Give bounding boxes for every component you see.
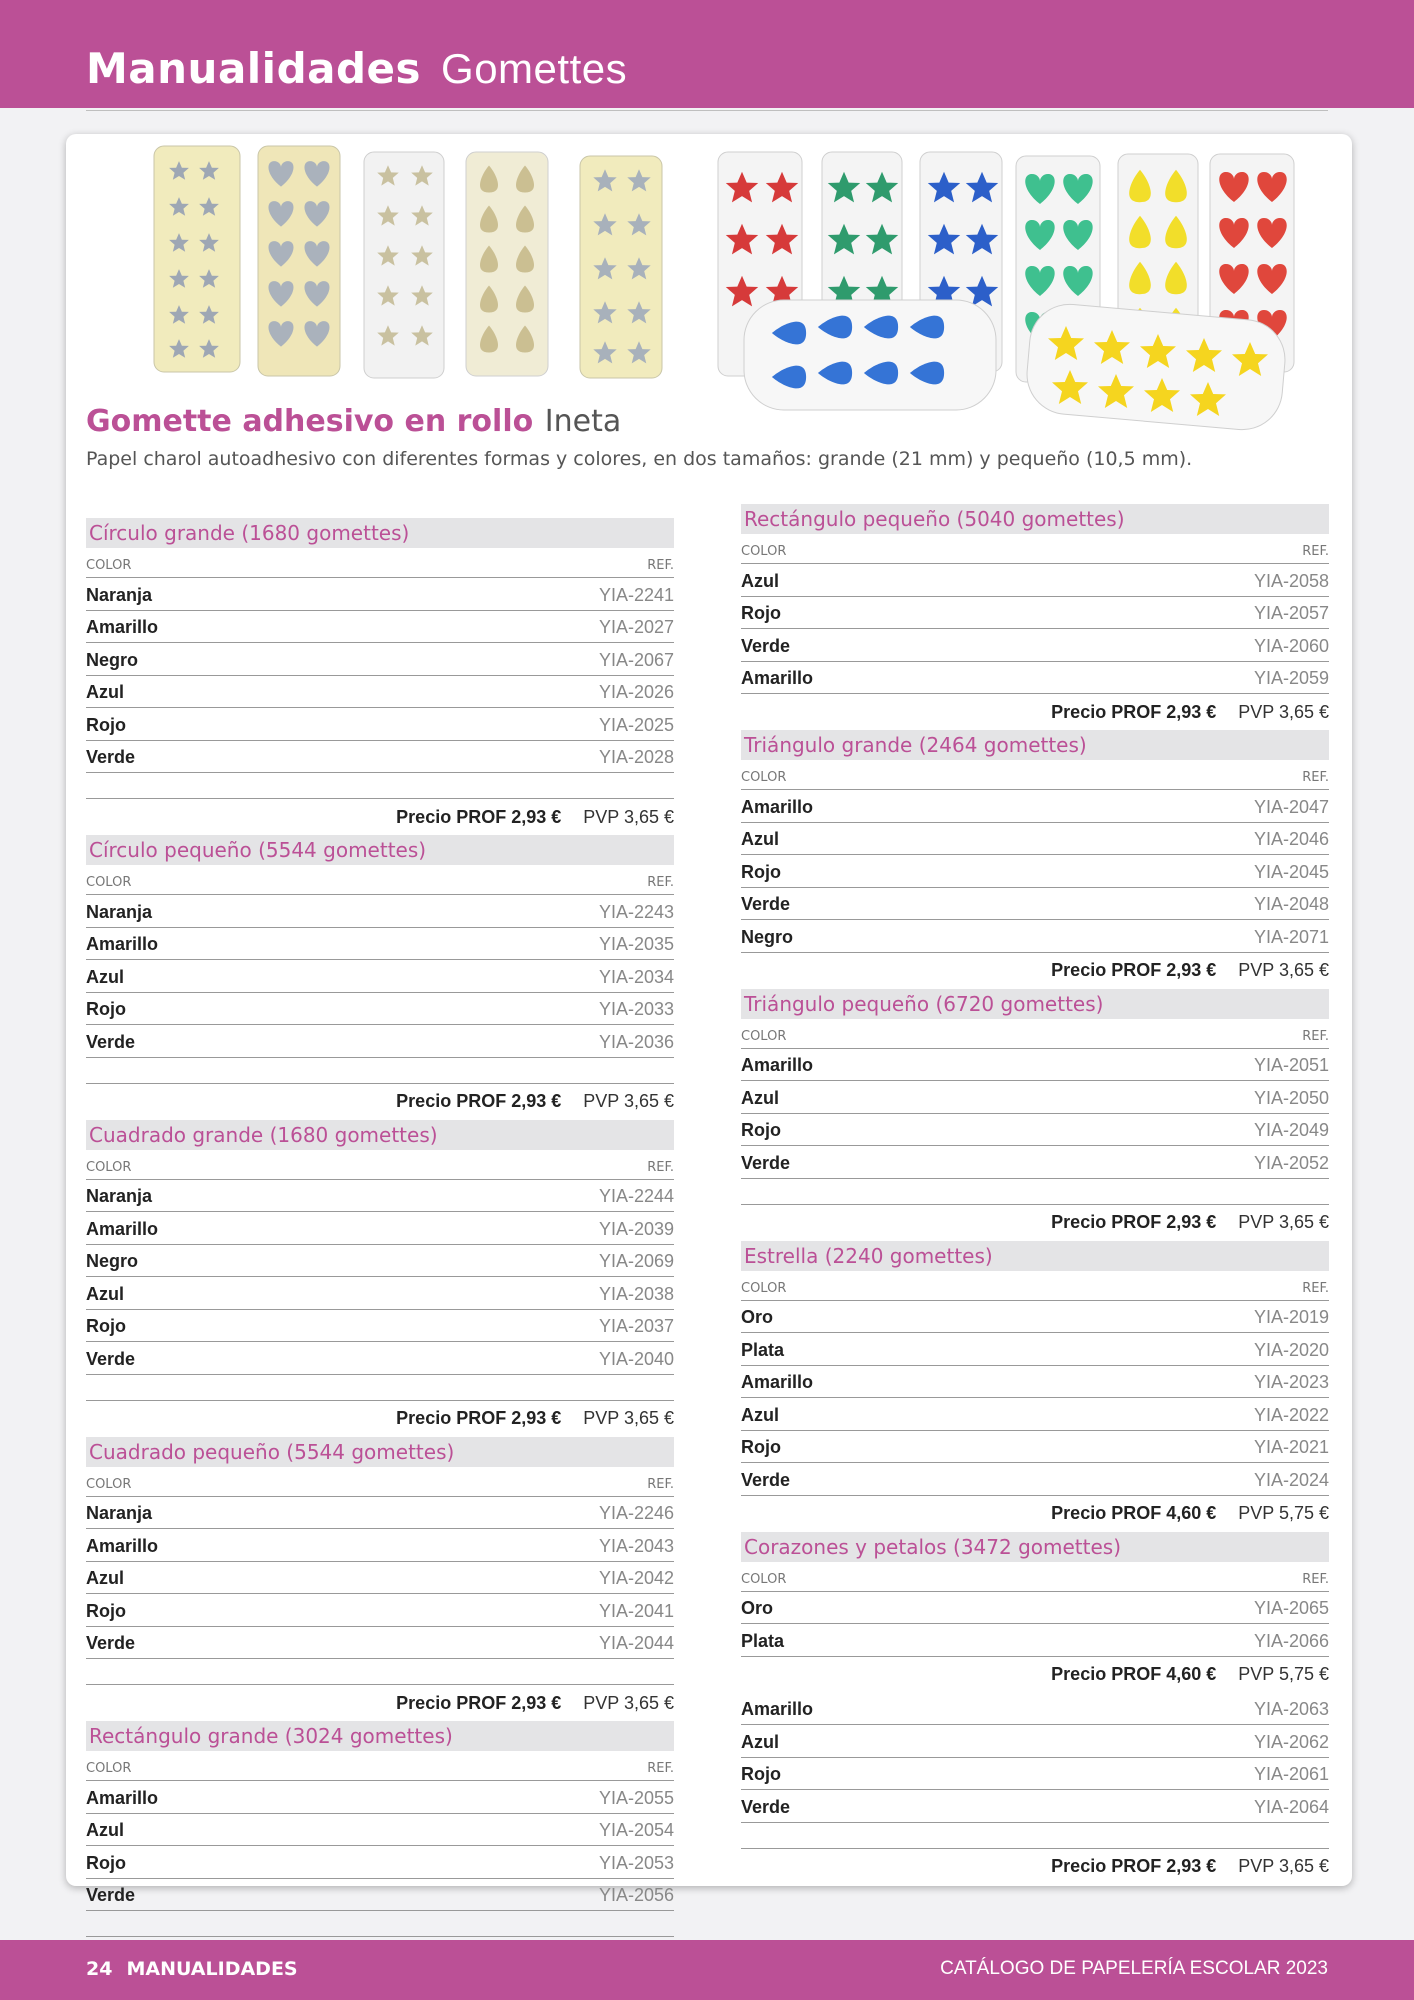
- ref-column-label: REF.: [1302, 1571, 1329, 1587]
- silver-gold-rolls: [154, 146, 662, 378]
- reference-code: YIA-2052: [1253, 1152, 1329, 1173]
- table-row: [86, 708, 674, 741]
- table-column-header: [86, 548, 674, 578]
- table-row: [741, 1758, 1329, 1791]
- ref-column-label: REF.: [1302, 544, 1329, 559]
- reference-code: YIA-2055: [598, 1787, 674, 1808]
- section-title: Rectángulo pequeño (5040 gomettes): [741, 504, 1329, 534]
- table-column-header: [741, 1019, 1329, 1049]
- table-row: [741, 1431, 1329, 1464]
- table-column-header: [741, 760, 1329, 790]
- spacer-row: [86, 1659, 674, 1685]
- ref-column-label: REF.: [647, 1159, 674, 1175]
- footer-section-label: MANUALIDADES: [126, 1958, 298, 1980]
- spacer-row: [86, 773, 674, 799]
- reference-code: YIA-2028: [598, 747, 674, 767]
- product-section: [86, 1721, 674, 1973]
- color-name: Rojo: [741, 861, 781, 882]
- table-row: [741, 1081, 1329, 1114]
- color-name: Rojo: [741, 603, 781, 623]
- subsection-title: Gomettes: [441, 45, 628, 92]
- reference-code: YIA-2034: [598, 966, 674, 987]
- table-row: [86, 960, 674, 993]
- product-section: [86, 835, 674, 1120]
- color-name: Amarillo: [86, 617, 159, 637]
- reference-code: YIA-2063: [1253, 1699, 1329, 1719]
- table-row: [741, 564, 1329, 597]
- product-brand: Ineta: [544, 404, 622, 439]
- product-section: [741, 1532, 1329, 1885]
- reference-code: YIA-2061: [1253, 1764, 1329, 1784]
- table-row: [86, 741, 674, 774]
- table-row: [741, 1049, 1329, 1082]
- reference-code: YIA-2035: [598, 934, 674, 954]
- table-row: [86, 1529, 674, 1562]
- color-name: Azul: [741, 1087, 779, 1108]
- color-name: Amarillo: [86, 1218, 159, 1239]
- retail-price: PVP 3,65 €: [583, 1692, 674, 1713]
- color-name: Verde: [741, 894, 791, 914]
- table-row: [86, 1277, 674, 1310]
- reference-code: YIA-2021: [1253, 1437, 1329, 1457]
- reference-code: YIA-2065: [1253, 1598, 1329, 1618]
- table-row: [86, 676, 674, 709]
- section-title: Cuadrado grande (1680 gomettes): [86, 1120, 674, 1150]
- table-row: [741, 1592, 1329, 1625]
- color-name: Azul: [86, 682, 124, 702]
- reference-code: YIA-2048: [1253, 894, 1329, 914]
- product-section: [741, 1241, 1329, 1532]
- table-row: [741, 1301, 1329, 1334]
- color-name: Azul: [741, 1731, 779, 1752]
- sticker-rolls-illustration: [80, 142, 1320, 442]
- reference-code: YIA-2042: [598, 1568, 674, 1588]
- ref-column-label: REF.: [647, 875, 674, 890]
- color-name: Negro: [741, 926, 794, 947]
- spacer-row: [741, 1823, 1329, 1849]
- retail-price: PVP 3,65 €: [1238, 701, 1329, 722]
- color-name: Plata: [741, 1630, 785, 1651]
- table-column-header: [741, 1562, 1329, 1592]
- spacer-row: [741, 1179, 1329, 1205]
- table-row: [86, 611, 674, 644]
- section-title: Círculo grande (1680 gomettes): [86, 518, 674, 548]
- color-name: Negro: [86, 1251, 139, 1271]
- table-row: [86, 1562, 674, 1595]
- color-column-label: COLOR: [741, 1280, 787, 1296]
- table-row: [741, 1725, 1329, 1758]
- price-line: [741, 1496, 1329, 1532]
- table-row: [86, 1025, 674, 1058]
- reference-code: YIA-2026: [598, 682, 674, 702]
- table-row: [86, 1627, 674, 1660]
- reference-code: YIA-2038: [598, 1283, 674, 1304]
- retail-price: PVP 3,65 €: [583, 1408, 674, 1428]
- table-row: [86, 1245, 674, 1278]
- color-column-label: COLOR: [86, 875, 132, 890]
- table-column-header: [86, 1150, 674, 1180]
- section-title: Triángulo pequeño (6720 gomettes): [741, 989, 1329, 1019]
- table-row: [741, 855, 1329, 888]
- price-line: [741, 1205, 1329, 1241]
- color-column-label: COLOR: [86, 1159, 132, 1175]
- color-name: Amarillo: [86, 1535, 159, 1556]
- color-name: Amarillo: [741, 796, 814, 817]
- ref-column-label: REF.: [647, 1761, 674, 1776]
- price-line: [741, 694, 1329, 730]
- reference-code: YIA-2037: [598, 1316, 674, 1336]
- table-row: [741, 1790, 1329, 1823]
- color-name: Rojo: [741, 1764, 781, 1784]
- table-row: [86, 1594, 674, 1627]
- table-row: [741, 823, 1329, 856]
- reference-code: YIA-2067: [598, 649, 674, 670]
- color-name: Verde: [741, 1152, 791, 1173]
- color-column-label: COLOR: [741, 1028, 787, 1044]
- table-row: [741, 597, 1329, 630]
- section-title: Corazones y petalos (3472 gomettes): [741, 1532, 1329, 1562]
- product-section: [741, 730, 1329, 989]
- reference-code: YIA-2241: [598, 584, 674, 605]
- color-name: Naranja: [86, 584, 153, 605]
- color-name: Azul: [741, 570, 779, 591]
- reference-code: YIA-2046: [1253, 829, 1329, 849]
- product-section: [86, 1120, 674, 1437]
- reference-code: YIA-2049: [1253, 1120, 1329, 1140]
- retail-price: PVP 5,75 €: [1238, 1664, 1329, 1684]
- reference-code: YIA-2027: [598, 617, 674, 637]
- color-name: Azul: [86, 966, 124, 987]
- color-name: Azul: [86, 1568, 124, 1588]
- color-name: Verde: [86, 1348, 136, 1369]
- color-column-label: COLOR: [86, 1476, 132, 1492]
- table-row: [741, 1114, 1329, 1147]
- spacer-row: [86, 1911, 674, 1937]
- product-section: [741, 989, 1329, 1241]
- product-photo: [80, 142, 1320, 442]
- reference-code: YIA-2057: [1253, 603, 1329, 623]
- reference-code: YIA-2025: [598, 714, 674, 735]
- price-line: [741, 953, 1329, 989]
- retail-price: PVP 3,65 €: [1238, 960, 1329, 980]
- color-name: Amarillo: [741, 668, 814, 688]
- color-name: Negro: [86, 649, 139, 670]
- table-row: [86, 928, 674, 961]
- table-row: [741, 1146, 1329, 1179]
- color-name: Azul: [86, 1283, 124, 1304]
- reference-code: YIA-2020: [1253, 1339, 1329, 1360]
- color-name: Naranja: [86, 1503, 153, 1523]
- retail-price: PVP 3,65 €: [583, 806, 674, 827]
- table-row: [86, 643, 674, 676]
- color-name: Amarillo: [86, 1787, 159, 1808]
- section-title: Círculo pequeño (5544 gomettes): [86, 835, 674, 865]
- table-row: [86, 1497, 674, 1530]
- product-section: [86, 1437, 674, 1722]
- color-name: Rojo: [86, 1852, 126, 1873]
- table-row: [741, 790, 1329, 823]
- ref-column-label: REF.: [1302, 770, 1329, 785]
- table-row: [86, 993, 674, 1026]
- reference-code: YIA-2044: [598, 1633, 674, 1653]
- reference-code: YIA-2047: [1253, 796, 1329, 817]
- table-row: [741, 1398, 1329, 1431]
- color-name: Verde: [741, 635, 791, 656]
- color-name: Plata: [741, 1339, 785, 1360]
- color-name: Azul: [86, 1820, 124, 1840]
- table-row: [741, 1693, 1329, 1726]
- page-number: 24: [86, 1958, 113, 1980]
- reference-code: YIA-2246: [598, 1503, 674, 1523]
- table-row: [86, 895, 674, 928]
- reference-code: YIA-2039: [598, 1218, 674, 1239]
- color-name: Azul: [741, 1404, 779, 1425]
- table-row: [741, 1333, 1329, 1366]
- ref-column-label: REF.: [647, 558, 674, 573]
- right-column: [741, 504, 1329, 1885]
- color-column-label: COLOR: [86, 1761, 132, 1776]
- reference-code: YIA-2043: [598, 1535, 674, 1556]
- table-row: [86, 1212, 674, 1245]
- table-column-header: [86, 1467, 674, 1497]
- professional-price: Precio PROF 2,93 €: [1051, 1212, 1217, 1232]
- header-bar: [0, 0, 1414, 108]
- page-title: [86, 44, 627, 93]
- reference-code: YIA-2041: [598, 1600, 674, 1621]
- professional-price: Precio PROF 4,60 €: [1051, 1664, 1217, 1684]
- retail-price: PVP 5,75 €: [1238, 1503, 1329, 1523]
- color-name: Rojo: [741, 1120, 781, 1140]
- reference-code: YIA-2051: [1253, 1055, 1329, 1075]
- color-name: Rojo: [741, 1437, 781, 1457]
- price-line: [741, 1849, 1329, 1885]
- header-rule: [86, 110, 1328, 111]
- section-title: Rectángulo grande (3024 gomettes): [86, 1721, 674, 1751]
- table-column-header: [86, 1751, 674, 1781]
- reference-code: YIA-2040: [598, 1348, 674, 1369]
- table-row: [86, 1180, 674, 1213]
- professional-price: Precio PROF 2,93 €: [396, 1408, 562, 1428]
- reference-code: YIA-2050: [1253, 1087, 1329, 1108]
- table-row: [741, 1624, 1329, 1657]
- ref-column-label: REF.: [1302, 1028, 1329, 1044]
- reference-code: YIA-2024: [1253, 1469, 1329, 1490]
- color-name: Verde: [741, 1469, 791, 1490]
- retail-price: PVP 3,65 €: [1238, 1212, 1329, 1232]
- table-row: [741, 1463, 1329, 1496]
- color-name: Azul: [741, 829, 779, 849]
- product-name: Gomette adhesivo en rollo: [86, 404, 534, 439]
- reference-code: YIA-2045: [1253, 861, 1329, 882]
- reference-code: YIA-2054: [598, 1820, 674, 1840]
- reference-code: YIA-2062: [1253, 1731, 1329, 1752]
- table-row: [741, 888, 1329, 921]
- professional-price: Precio PROF 2,93 €: [396, 1091, 562, 1111]
- reference-code: YIA-2064: [1253, 1796, 1329, 1817]
- color-column-label: COLOR: [86, 558, 132, 573]
- section-title: Triángulo grande (2464 gomettes): [741, 730, 1329, 760]
- color-name: Rojo: [86, 714, 126, 735]
- table-row: [86, 1342, 674, 1375]
- price-line: [86, 1401, 674, 1437]
- price-line: [86, 1685, 674, 1721]
- professional-price: Precio PROF 4,60 €: [1051, 1503, 1217, 1523]
- colored-rolls: [718, 152, 1294, 433]
- reference-code: YIA-2019: [1253, 1307, 1329, 1327]
- table-row: [86, 1814, 674, 1847]
- product-description: Papel charol autoadhesivo con diferentes formas y colores, en dos tamaños: grande (21 mm) y pequeño (10,5 mm).: [86, 448, 1193, 470]
- color-name: Verde: [741, 1796, 791, 1817]
- table-row: [86, 578, 674, 611]
- color-name: Oro: [741, 1598, 774, 1618]
- reference-code: YIA-2069: [598, 1251, 674, 1271]
- reference-code: YIA-2036: [598, 1031, 674, 1052]
- color-name: Rojo: [86, 1600, 126, 1621]
- catalog-title: CATÁLOGO DE PAPELERÍA ESCOLAR 2023: [940, 1958, 1328, 1979]
- product-section: [741, 504, 1329, 730]
- table-row: [86, 1846, 674, 1879]
- reference-code: YIA-2243: [598, 901, 674, 922]
- reference-code: YIA-2033: [598, 999, 674, 1019]
- ref-column-label: REF.: [1302, 1280, 1329, 1296]
- reference-code: YIA-2059: [1253, 668, 1329, 688]
- color-name: Verde: [86, 1633, 136, 1653]
- color-column-label: COLOR: [741, 1571, 787, 1587]
- reference-code: YIA-2071: [1253, 926, 1329, 947]
- color-name: Rojo: [86, 999, 126, 1019]
- product-section: [86, 518, 674, 835]
- professional-price: Precio PROF 2,93 €: [396, 1692, 562, 1713]
- section-title: Estrella (2240 gomettes): [741, 1241, 1329, 1271]
- color-column-label: COLOR: [741, 544, 787, 559]
- professional-price: Precio PROF 2,93 €: [1051, 1856, 1217, 1876]
- professional-price: Precio PROF 2,93 €: [1051, 960, 1217, 980]
- color-name: Verde: [86, 1031, 136, 1052]
- page-number-block: [86, 1958, 298, 1980]
- professional-price: Precio PROF 2,93 €: [396, 806, 562, 827]
- color-name: Amarillo: [741, 1055, 814, 1075]
- price-line: [86, 1084, 674, 1120]
- table-row: [741, 920, 1329, 953]
- color-name: Amarillo: [86, 934, 159, 954]
- reference-code: YIA-2023: [1253, 1372, 1329, 1392]
- spacer-row: [86, 1058, 674, 1084]
- reference-code: YIA-2244: [598, 1186, 674, 1206]
- retail-price: PVP 3,65 €: [1238, 1856, 1329, 1876]
- reference-code: YIA-2022: [1253, 1404, 1329, 1425]
- color-name: Verde: [86, 747, 136, 767]
- table-column-header: [741, 534, 1329, 564]
- section-title: Cuadrado pequeño (5544 gomettes): [86, 1437, 674, 1467]
- section-title: Manualidades: [86, 44, 422, 93]
- left-column: [86, 518, 674, 1973]
- retail-price: PVP 3,65 €: [583, 1091, 674, 1111]
- table-row: [86, 1781, 674, 1814]
- table-row: [741, 1366, 1329, 1399]
- color-name: Verde: [86, 1885, 136, 1905]
- reference-code: YIA-2066: [1253, 1630, 1329, 1651]
- color-name: Amarillo: [741, 1372, 814, 1392]
- footer-bar: [0, 1940, 1414, 2000]
- table-row: [741, 662, 1329, 695]
- reference-code: YIA-2058: [1253, 570, 1329, 591]
- reference-code: YIA-2056: [598, 1885, 674, 1905]
- reference-code: YIA-2053: [598, 1852, 674, 1873]
- color-name: Amarillo: [741, 1699, 814, 1719]
- color-column-label: COLOR: [741, 770, 787, 785]
- professional-price: Precio PROF 2,93 €: [1051, 701, 1217, 722]
- spacer-row: [86, 1375, 674, 1401]
- color-name: Naranja: [86, 1186, 153, 1206]
- color-name: Rojo: [86, 1316, 126, 1336]
- price-line: [741, 1657, 1329, 1693]
- price-line: [86, 799, 674, 835]
- table-row: [86, 1879, 674, 1912]
- table-row: [741, 629, 1329, 662]
- table-column-header: [741, 1271, 1329, 1301]
- reference-code: YIA-2060: [1253, 635, 1329, 656]
- table-column-header: [86, 865, 674, 895]
- color-name: Oro: [741, 1307, 774, 1327]
- product-title: [86, 404, 621, 439]
- ref-column-label: REF.: [647, 1476, 674, 1492]
- table-row: [86, 1310, 674, 1343]
- color-name: Naranja: [86, 901, 153, 922]
